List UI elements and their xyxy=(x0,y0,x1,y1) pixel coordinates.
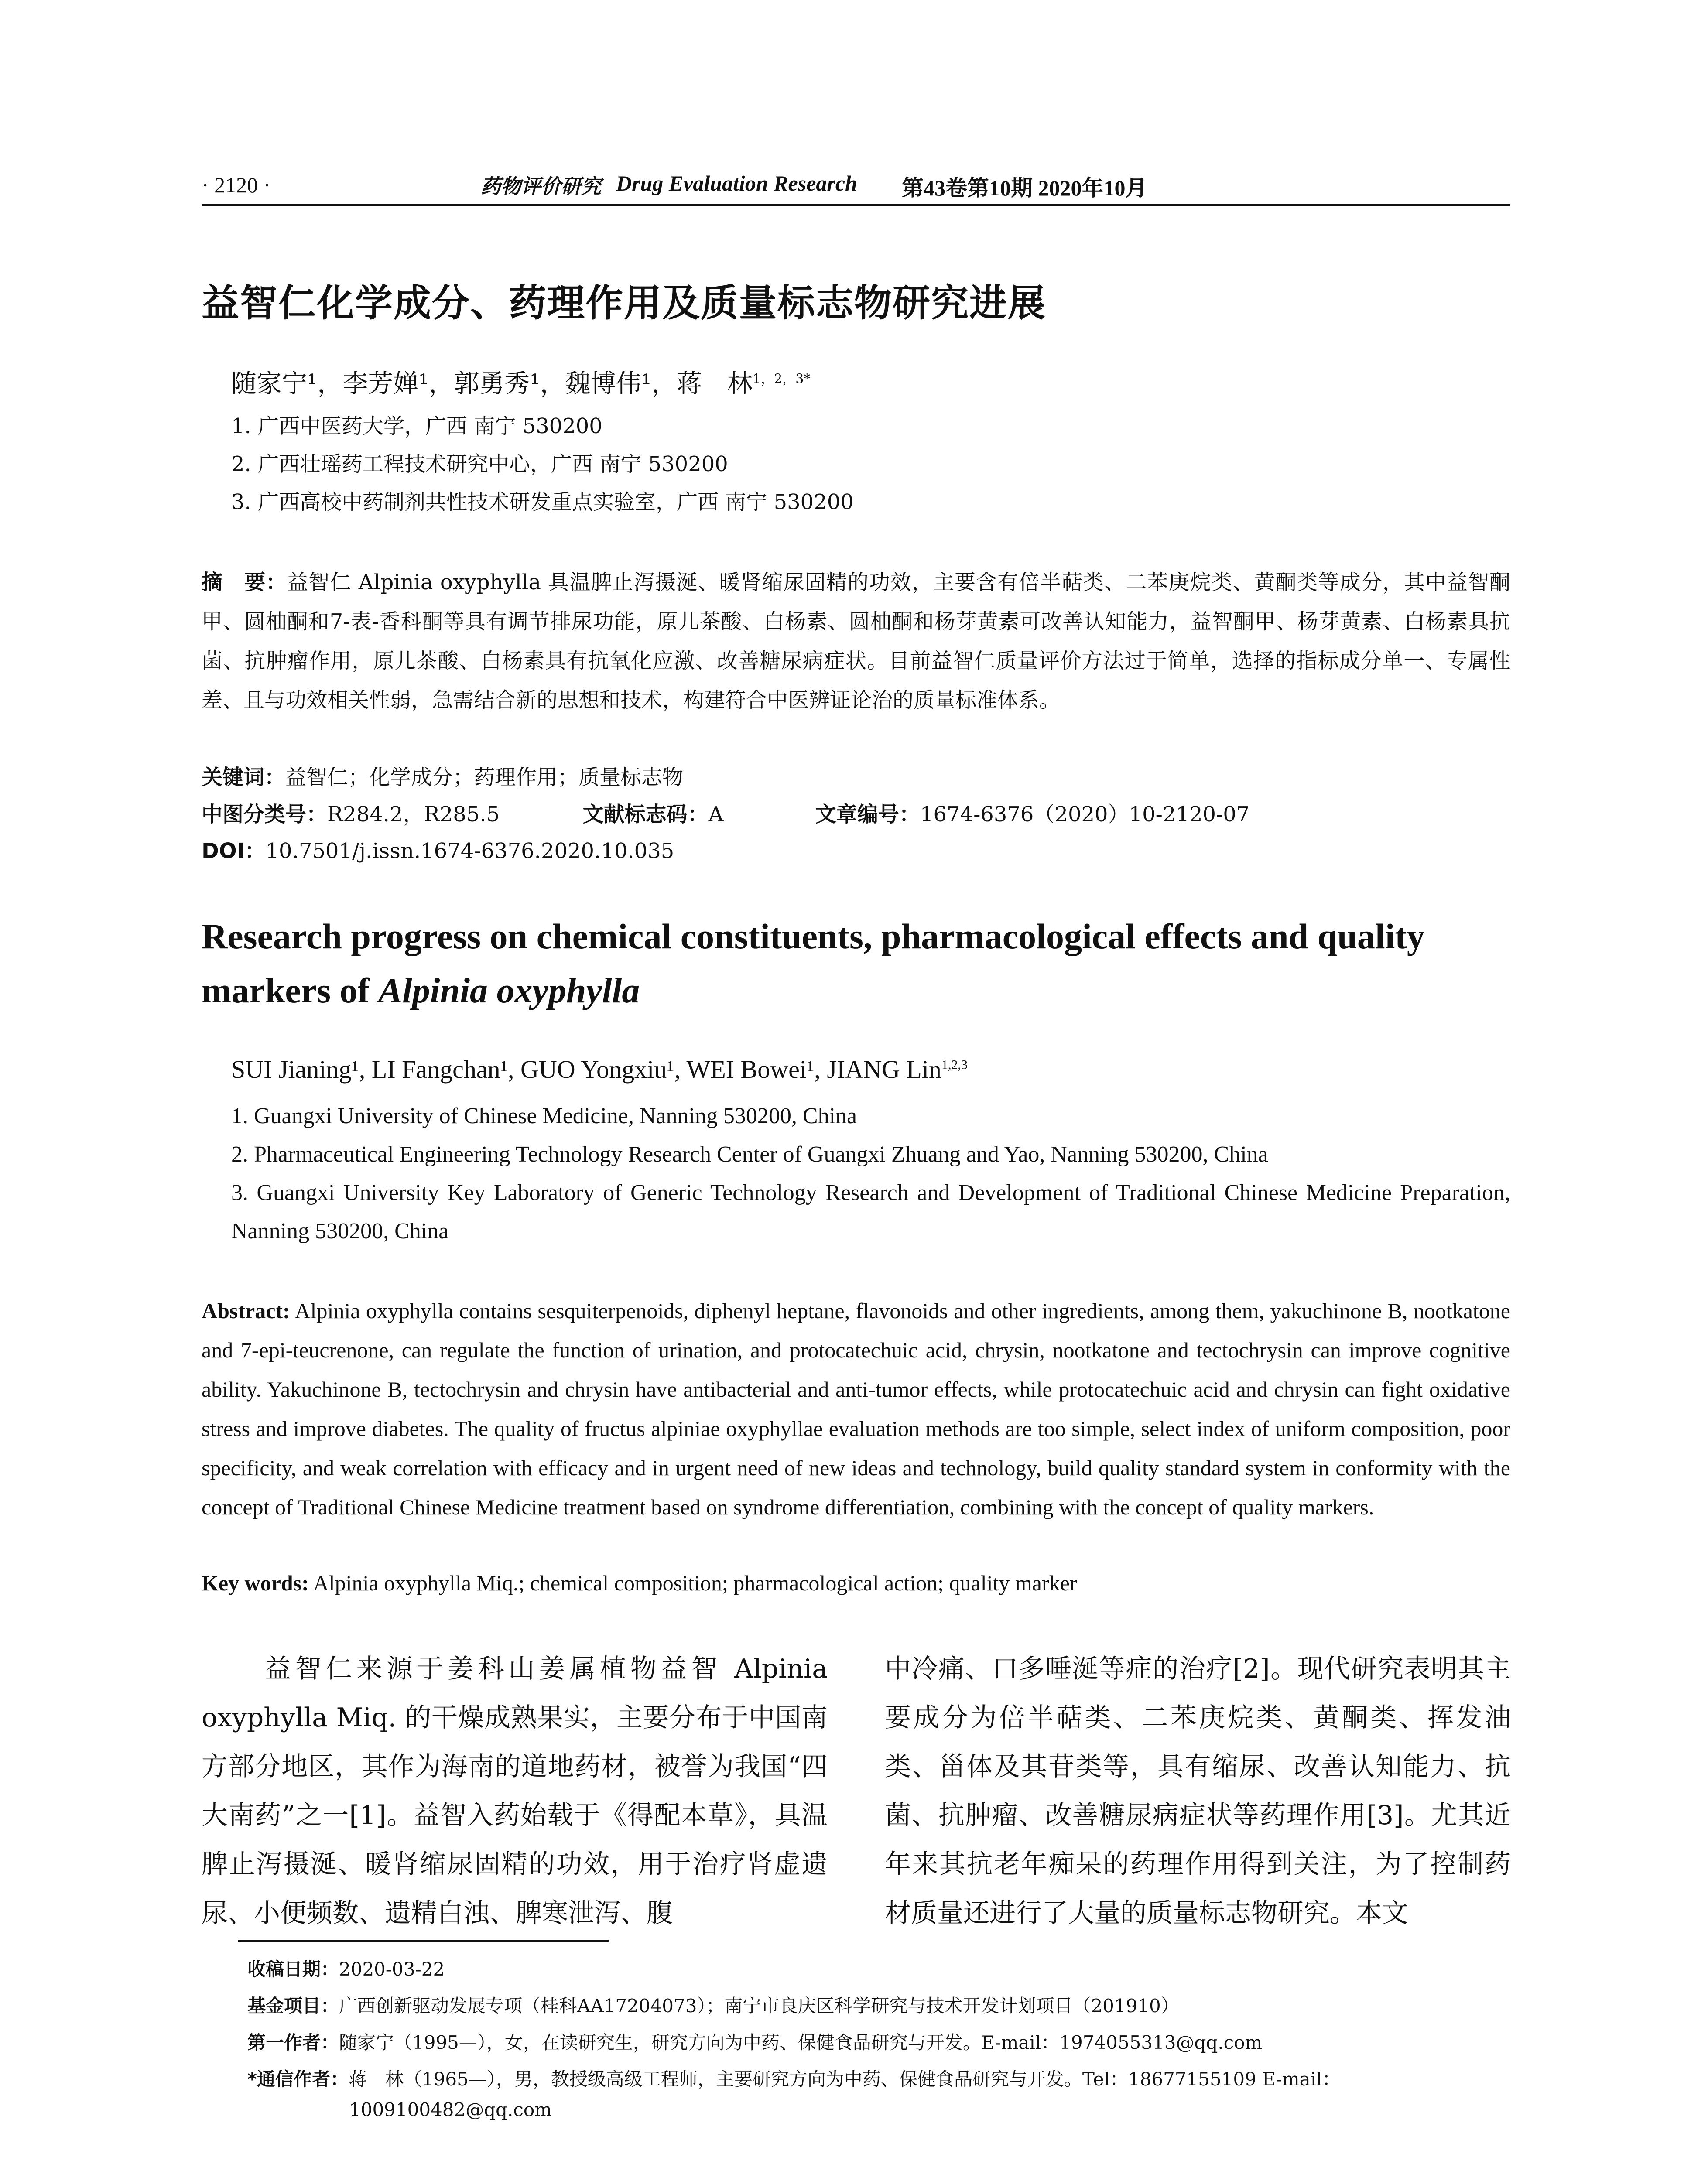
keywords-label: 关键词： xyxy=(202,765,286,790)
chinese-author-list: 随家宁¹，李芳婵¹，郭勇秀¹，魏博伟¹，蒋 林 xyxy=(231,369,753,398)
journal-logo: 药物评价研究 xyxy=(481,175,601,198)
chinese-authors xyxy=(231,363,810,400)
doc-code-value: A xyxy=(708,802,724,827)
corresponding-text: 蒋 林（1965—），男，教授级高级工程师，主要研究方向为中药、保健食品研究与开发。Tel：18677155109 E-mail： xyxy=(348,2068,1341,2090)
chinese-title: 益智仁化学成分、药理作用及质量标志物研究进展 xyxy=(202,281,1046,325)
footnote-fund xyxy=(247,1992,1179,2018)
chinese-abstract-text: 益智仁 Alpinia oxyphylla 具温脾止泻摄涎、暖肾缩尿固精的功效，主要含有倍半萜类、二苯庚烷类、黄酮类等成分，其中益智酮甲、圆柚酮和7-表-香科酮等具有调节排尿功能，原儿茶酸、白杨素、圆柚酮和杨芽黄素可改善认知能力，益智酮甲、杨芽黄素、白杨素具抗菌、抗肿瘤作用，原儿茶酸、白杨素具有抗氧化应激、改善糖尿病症状。目前益智仁质量评价方法过于简单，选择的指标成分单一、专属性差、且与功效相关性弱，急需结合新的思想和技术，构建符合中医辨证论治的质量标准体系。 xyxy=(202,570,1510,712)
english-author-superscript: 1,2,3 xyxy=(941,1057,968,1072)
english-affiliation-2: 2. Pharmaceutical Engineering Technology Research Center of Guangxi Zhuang and Yao, Nanning 530200, China xyxy=(231,1142,1268,1167)
english-title-line-2: markers of xyxy=(202,971,379,1010)
footnote-corresponding xyxy=(247,2065,1341,2091)
doi-label: DOI： xyxy=(202,839,266,863)
header-rule xyxy=(202,204,1510,206)
english-title xyxy=(202,909,1510,1018)
received-date: 2020-03-22 xyxy=(339,1959,445,1980)
english-author-list: SUI Jianing¹, LI Fangchan¹, GUO Yongxiu¹, WEI Bowei¹, JIANG Lin xyxy=(231,1055,941,1084)
article-no-value: 1674-6376（2020）10-2120-07 xyxy=(920,802,1250,827)
chinese-affiliation-2: 2. 广西壮瑶药工程技术研究中心，广西 南宁 530200 xyxy=(231,452,728,476)
classification-line xyxy=(202,797,1249,827)
chinese-abstract xyxy=(202,563,1510,720)
english-affiliation-3: 3. Guangxi University Key Laboratory of Generic Technology Research and Development of Traditional Chinese Medicine Preparation, Nanning 530200, China xyxy=(231,1180,1510,1244)
body-column-right xyxy=(885,1644,1511,1938)
body-paragraph-right: 中冷痛、口多唾涎等症的治疗[2]。现代研究表明其主要成分为倍半萜类、二苯庚烷类、黄酮类、挥发油类、甾体及其苷类等，具有缩尿、改善认知能力、抗菌、抗肿瘤、改善糖尿病症状等药理作用[3]。尤其近年来其抗老年痴呆的药理作用得到关注，为了控制药材质量还进行了大量的质量标志物研究。本文 xyxy=(885,1654,1511,1928)
english-abstract xyxy=(202,1291,1510,1527)
issue-info: 第43卷第10期 2020年10月 xyxy=(902,176,1147,200)
running-header xyxy=(202,168,1510,198)
chinese-affiliation-1: 1. 广西中医药大学，广西 南宁 530200 xyxy=(231,414,602,438)
clc-label: 中图分类号： xyxy=(202,802,328,827)
page-number: · 2120 · xyxy=(202,173,271,197)
first-author-label: 第一作者： xyxy=(247,2032,339,2053)
fund-label: 基金项目： xyxy=(247,1995,339,2017)
english-affiliation-1: 1. Guangxi University of Chinese Medicine, Nanning 530200, China xyxy=(231,1104,857,1128)
footnote-first-author xyxy=(247,2028,1262,2055)
doi-link[interactable]: 10.7501/j.issn.1674-6376.2020.10.035 xyxy=(265,839,674,863)
english-abstract-text: Alpinia oxyphylla contains sesquiterpenoids, diphenyl heptane, flavonoids and other ingredients, among them, yakuchinone B, nootkatone and 7-epi-teucrenone, can regulate the function of urination, and protocatechuic acid, chrysin, nootkatone and tectochrysin can improve cognitive ability. Yakuchinone B, tectochrysin and chrysin have antibacterial and anti-tumor effects, while protocatechuic acid and chrysin can fight oxidative stress and improve diabetes. The quality of fructus alpiniae oxyphyllae evaluation methods are too simple, select index of uniform composition, poor specificity, and weak correlation with efficacy and in urgent need of new ideas and technology, build quality standard system in conformity with the concept of Traditional Chinese Medicine treatment based on syndrome differentiation, combining with the concept of quality markers. xyxy=(202,1299,1510,1519)
doi-line xyxy=(202,834,674,864)
footnote-received xyxy=(247,1955,445,1981)
corresponding-email[interactable]: 1009100482@qq.com xyxy=(349,2099,552,2120)
footnote-rule xyxy=(238,1940,609,1942)
chinese-affiliation-3: 3. 广西高校中药制剂共性技术研发重点实验室，广西 南宁 530200 xyxy=(231,490,854,514)
english-keywords xyxy=(202,1570,1510,1596)
corresponding-label: *通信作者： xyxy=(247,2068,349,2090)
body-paragraph-left: 益智仁来源于姜科山姜属植物益智 Alpinia oxyphylla Miq. 的干燥成熟果实，主要分布于中国南方部分地区，其作为海南的道地药材，被誉为我国“四大南药”之一[1]。益智入药始载于《得配本草》，具温脾止泻摄涎、暖肾缩尿固精的功效，用于治疗肾虚遗尿、小便频数、遗精白浊、脾寒泄泻、腹 xyxy=(202,1654,828,1928)
english-abstract-label: Abstract: xyxy=(202,1299,290,1323)
fund-text: 广西创新驱动发展专项（桂科AA17204073）；南宁市良庆区科学研究与技术开发计划项目（201910） xyxy=(339,1995,1179,2017)
body-column-left xyxy=(202,1644,828,1938)
keywords-text: 益智仁；化学成分；药理作用；质量标志物 xyxy=(285,765,684,790)
english-authors xyxy=(231,1055,968,1084)
first-author-text: 随家宁（1995—），女，在读研究生，研究方向为中药、保健食品研究与开发。E-mail：1974055313@qq.com xyxy=(339,2032,1263,2053)
clc-value: R284.2，R285.5 xyxy=(327,802,500,827)
english-keywords-label: Key words: xyxy=(202,1571,309,1595)
doc-code-label: 文献标志码： xyxy=(582,802,709,827)
journal-name: Drug Evaluation Research xyxy=(616,171,857,195)
chinese-keywords xyxy=(202,760,683,790)
received-label: 收稿日期： xyxy=(247,1959,339,1980)
corresponding-superscript: 1，2，3* xyxy=(753,371,811,387)
english-title-line-1: Research progress on chemical constituents, pharmacological effects and quality xyxy=(202,916,1425,956)
chinese-abstract-label: 摘 要： xyxy=(202,570,288,595)
species-name: Alpinia oxyphylla xyxy=(378,971,640,1010)
article-no-label: 文章编号： xyxy=(815,802,920,827)
english-keywords-text: Alpinia oxyphylla Miq.; chemical composition; pharmacological action; quality marker xyxy=(313,1571,1077,1595)
